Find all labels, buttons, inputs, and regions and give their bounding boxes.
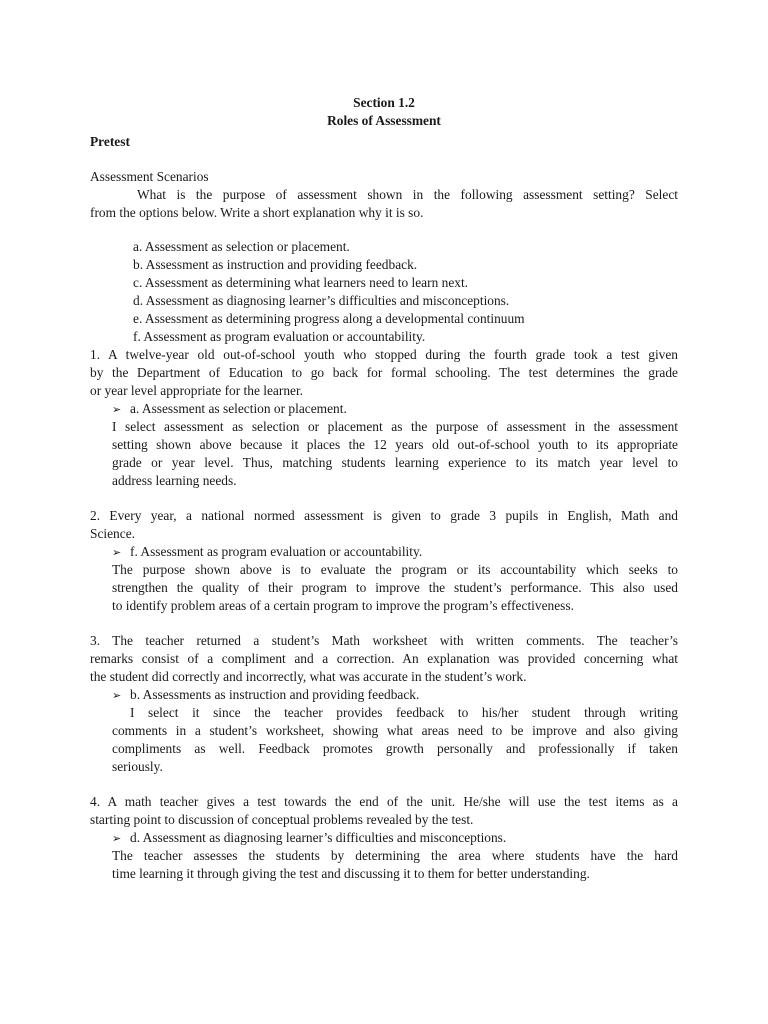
option-e: e. Assessment as determining progress along a developmental continuum bbox=[133, 311, 525, 326]
q2-answer-text: f. Assessment as program evaluation or accountability. bbox=[130, 544, 423, 559]
q2-explanation-1: The purpose shown above is to evaluate the program or its accountability which seeks to bbox=[112, 562, 678, 577]
q3-explanation-2: comments in a student’s worksheet, showing what areas need to be improve and also giving bbox=[112, 723, 678, 738]
option-b: b. Assessment as instruction and providing feedback. bbox=[133, 257, 418, 272]
pretest-heading: Pretest bbox=[90, 134, 130, 149]
q3-explanation-4: seriously. bbox=[112, 759, 163, 774]
q1-line-1: 1. A twelve-year old out-of-school youth who stopped during the fourth grade took a test given bbox=[90, 347, 678, 362]
q1-explanation-4: address learning needs. bbox=[112, 473, 237, 488]
q1-explanation-2: setting shown above because it places the 12 years old out-of-school youth to its appropriate bbox=[112, 437, 678, 452]
section-title: Roles of Assessment bbox=[327, 113, 441, 128]
q4-line-2: starting point to discussion of conceptual problems revealed by the test. bbox=[90, 812, 474, 827]
q2-explanation-3: to identify problem areas of a certain program to improve the program’s effectiveness. bbox=[112, 598, 574, 613]
q1-line-2: by the Department of Education to go back for formal schooling. The test determines the grade bbox=[90, 365, 678, 380]
q3-line-3: the student did correctly and incorrectly, what was accurate in the student’s work. bbox=[90, 669, 527, 684]
arrow-bullet-icon: ➢ bbox=[112, 832, 122, 845]
section-number: Section 1.2 bbox=[353, 95, 415, 110]
q3-answer-text: b. Assessments as instruction and providing feedback. bbox=[130, 687, 420, 702]
scenarios-heading: Assessment Scenarios bbox=[90, 169, 209, 184]
q4-answer bbox=[112, 829, 678, 848]
q2-answer bbox=[112, 543, 678, 562]
q1-explanation-3: grade or year level. Thus, matching students learning experience to its match year level to bbox=[112, 455, 678, 470]
q2-line-2: Science. bbox=[90, 526, 135, 541]
arrow-bullet-icon: ➢ bbox=[112, 546, 122, 559]
q1-explanation-1: I select assessment as selection or placement as the purpose of assessment in the assessment bbox=[112, 419, 678, 434]
option-f: f. Assessment as program evaluation or accountability. bbox=[133, 329, 426, 344]
q4-explanation-2: time learning it through giving the test and discussing it to them for better understanding. bbox=[112, 866, 590, 881]
q4-answer-text: d. Assessment as diagnosing learner’s difficulties and misconceptions. bbox=[130, 830, 507, 845]
q4-explanation-1: The teacher assesses the students by determining the area where students have the hard bbox=[112, 848, 678, 863]
option-d: d. Assessment as diagnosing learner’s difficulties and misconceptions. bbox=[133, 293, 510, 308]
q3-line-2: remarks consist of a compliment and a correction. An explanation was provided concerning what bbox=[90, 651, 678, 666]
q3-line-1: 3. The teacher returned a student’s Math worksheet with written comments. The teacher’s bbox=[90, 633, 678, 648]
arrow-bullet-icon: ➢ bbox=[112, 403, 122, 416]
q3-explanation-3: compliments as well. Feedback promotes growth personally and professionally if taken bbox=[112, 741, 678, 756]
q3-explanation-1: I select it since the teacher provides feedback to his/her student through writing bbox=[130, 705, 678, 720]
q2-line-1: 2. Every year, a national normed assessment is given to grade 3 pupils in English, Math and bbox=[90, 508, 678, 523]
option-c: c. Assessment as determining what learners need to learn next. bbox=[133, 275, 469, 290]
q1-line-3: or year level appropriate for the learner. bbox=[90, 383, 304, 398]
q1-answer bbox=[112, 400, 678, 419]
arrow-bullet-icon: ➢ bbox=[112, 689, 122, 702]
q4-line-1: 4. A math teacher gives a test towards the end of the unit. He/she will use the test items as a bbox=[90, 794, 678, 809]
q3-answer bbox=[112, 686, 678, 705]
intro-line-2: from the options below. Write a short explanation why it is so. bbox=[90, 205, 424, 220]
option-a: a. Assessment as selection or placement. bbox=[133, 239, 350, 254]
q1-answer-text: a. Assessment as selection or placement. bbox=[130, 401, 347, 416]
intro-line-1: What is the purpose of assessment shown in the following assessment setting? Select bbox=[137, 187, 678, 202]
q2-explanation-2: strengthen the quality of their program to improve the student’s performance. This also used bbox=[112, 580, 678, 595]
